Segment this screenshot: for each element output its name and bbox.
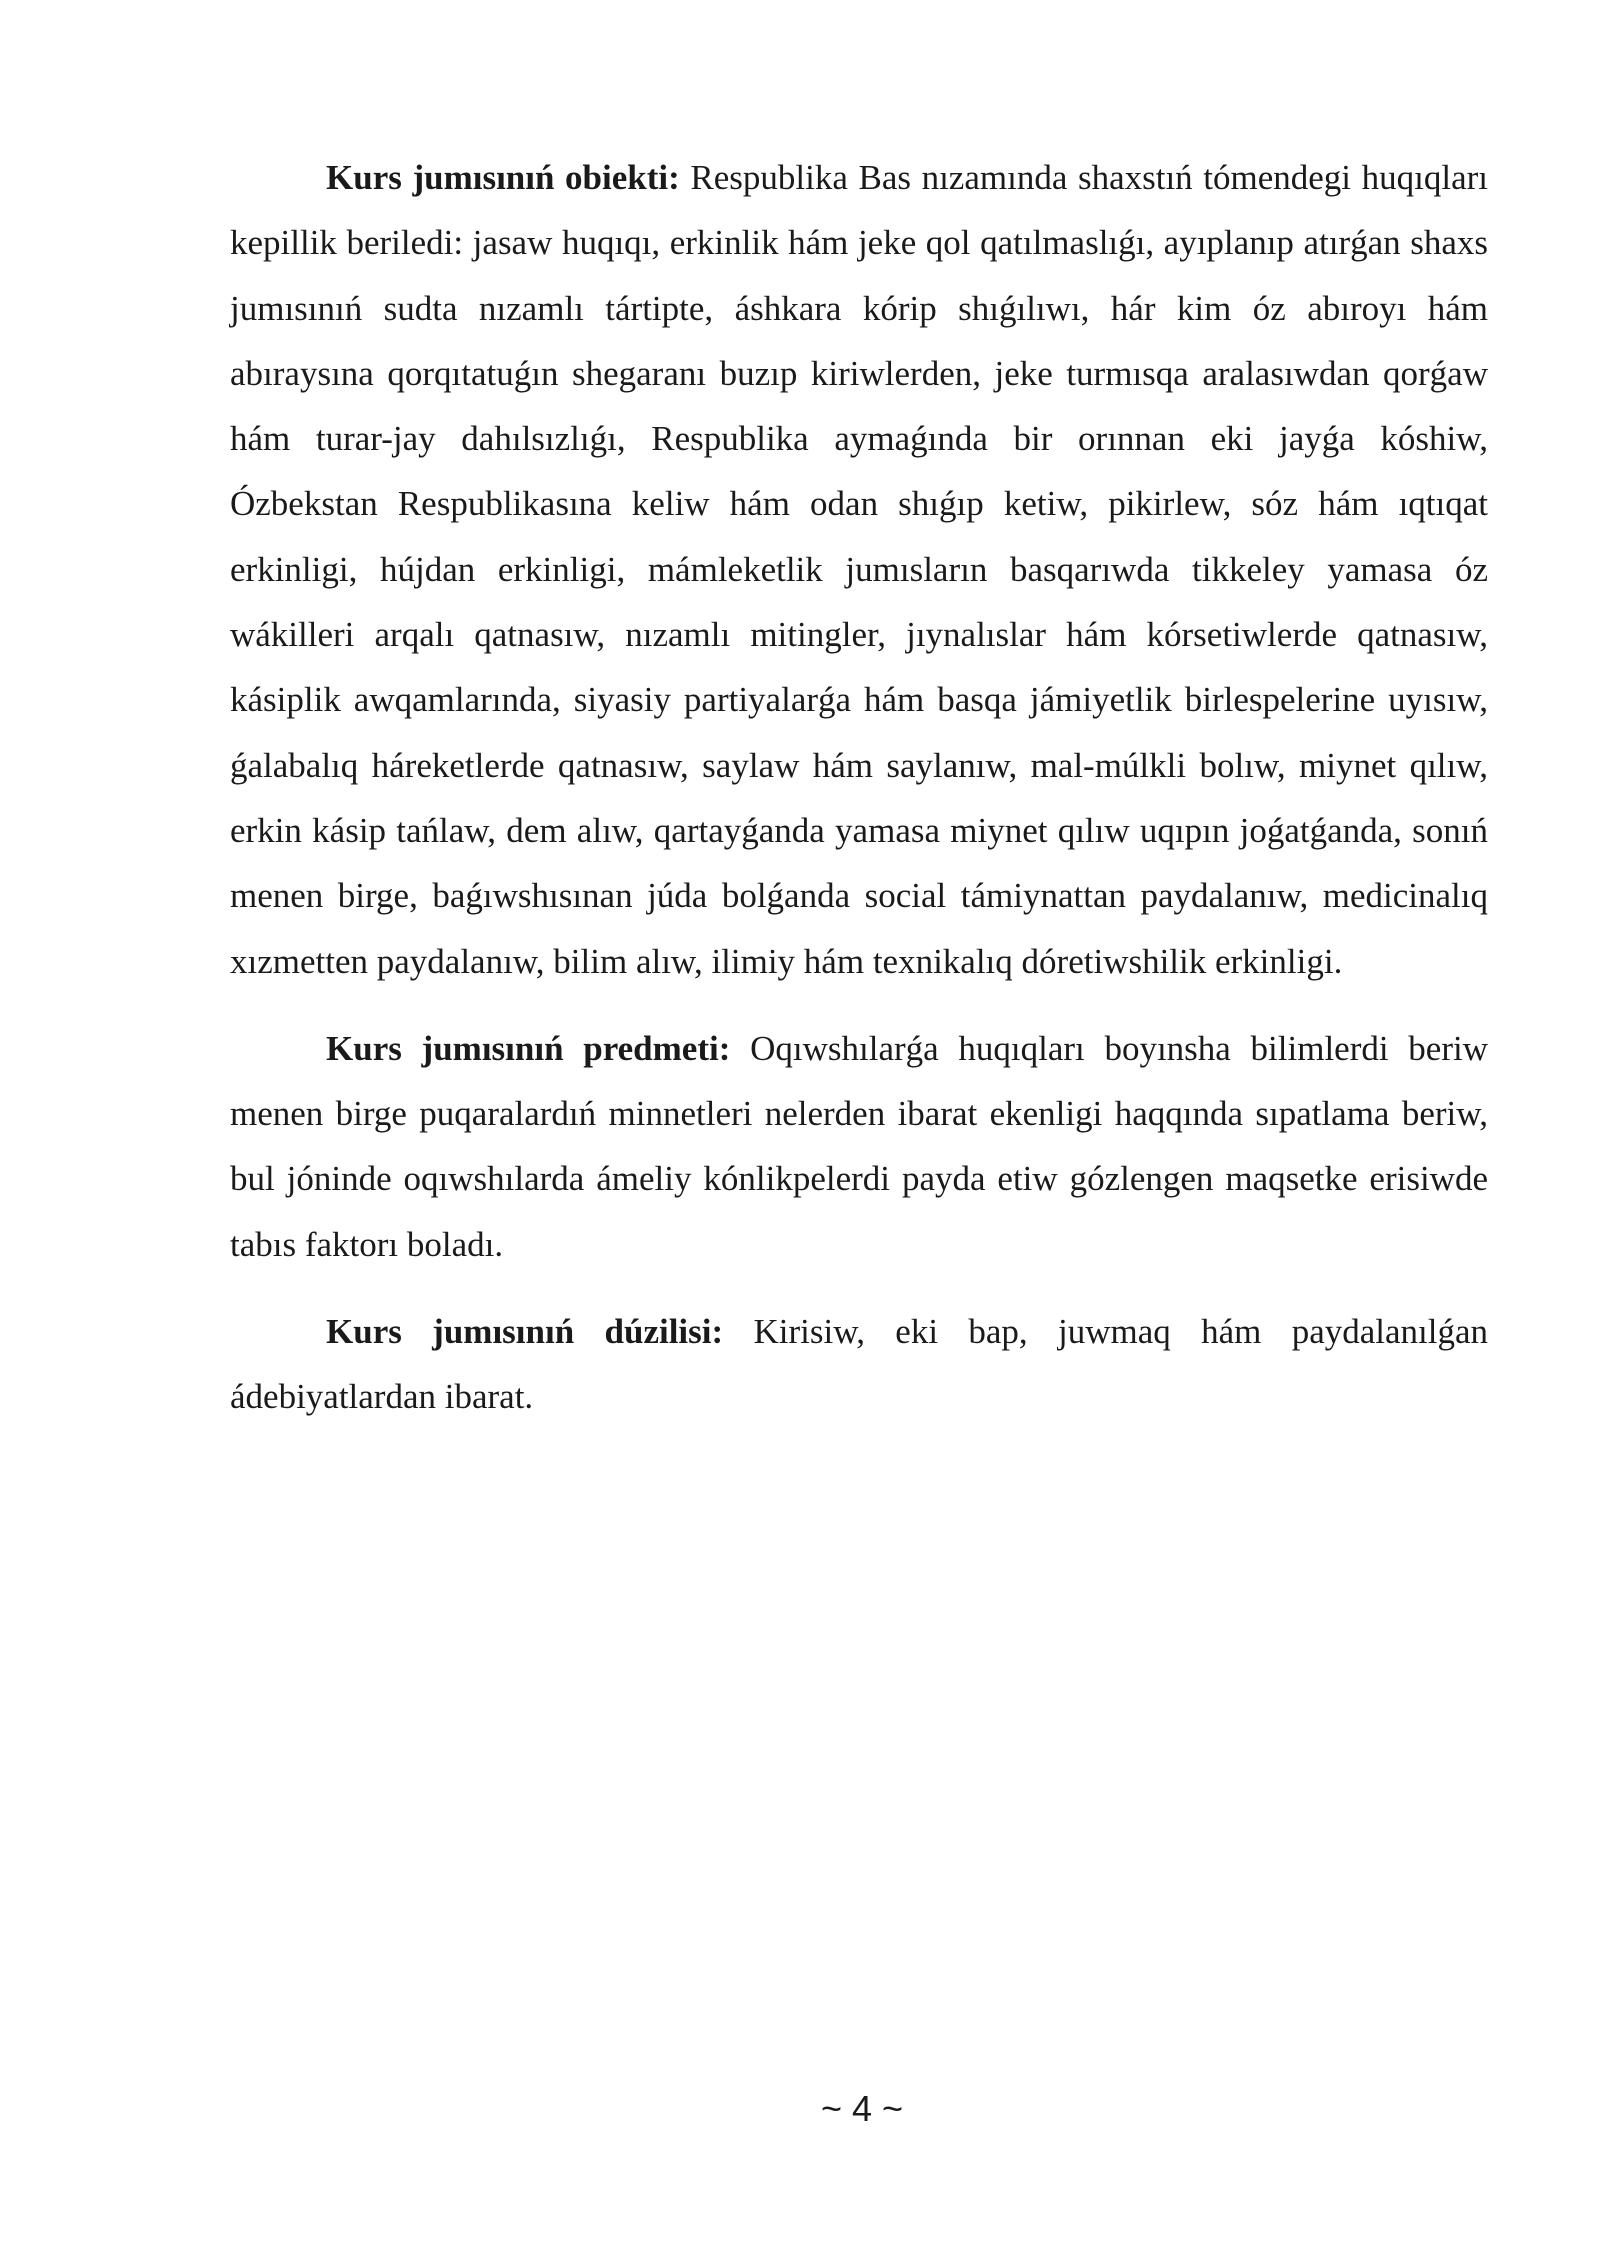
paragraph-text: Oqıwshılarǵa huqıqları boyınsha bilimlerdi beriw menen birge puqaralardıń minnetleri nelerden ibarat ekenligi haqqında sıpatlama beriw, bul jóninde oqıwshılarda ámeliy kónlikpelerdi payda etiw gózlengen maqsetke erisiwde tabıs faktorı boladı. (230, 1028, 1488, 1264)
page-number: ~ 4 ~ (820, 2088, 904, 2129)
paragraph-structure (230, 1299, 1488, 1430)
paragraph-heading: Kurs jumısınıń dúzilisi: (326, 1312, 724, 1352)
paragraph-subject (230, 1016, 1488, 1277)
page-body (230, 145, 1488, 1430)
paragraph-object (230, 145, 1488, 994)
paragraph-text: Kirisiw, eki bap, juwmaq hám paydalanılǵan ádebiyatlardan ibarat. (230, 1312, 1489, 1417)
paragraph-heading: Kurs jumısınıń obiekti: (326, 158, 680, 197)
paragraph-text: Respublika Bas nızamında shaxstıń tómendegi huqıqları kepillik beriledi: jasaw huqıqı, erkinlik hám jeke qol qatılmaslıǵı, ayıplanıp atırǵan shaxs jumısınıń sudta nızamlı tártipte, áshkara kórip shıǵılıwı, hár kim óz abıroyı hám abıraysına qorqıtatuǵın shegaranı buzıp kiriwlerden, jeke turmısqa aralasıwdan qorǵaw hám turar-jay dahılsızlıǵı, Respublika aymaǵında bir orınnan eki jayǵa kóshiw, Ózbekstan Respublikasına keliw hám odan shıǵıp ketiw, pikirlew, sóz hám ıqtıqat erkinligi, hújdan erkinligi, mámleketlik jumısların basqarıwda tikkeley yamasa óz wákilleri arqalı qatnasıw, nızamlı mitingler, jıynalıslar hám kórsetiwlerde qatnasıw, kásiplik awqamlarında, siyasiy partiyalarǵa hám basqa jámiyetlik birlespelerine uyısıw, ǵalabalıq háreketlerde qatnasıw, saylaw hám saylanıw, mal-múlkli bolıw, miynet qılıw, erkin kásip tańlaw, dem alıw, qartayǵanda yamasa miynet qılıw uqıpın joǵatǵanda, sonıń menen birge, baǵıwshısınan júda bolǵanda social támiynattan paydalanıw, medicinalıq xızmetten paydalanıw, bilim alıw, ilimiy hám texnikalıq dóretiwshilik erkinligi. (230, 158, 1488, 981)
paragraph-heading: Kurs jumısınıń predmeti: (326, 1028, 731, 1068)
